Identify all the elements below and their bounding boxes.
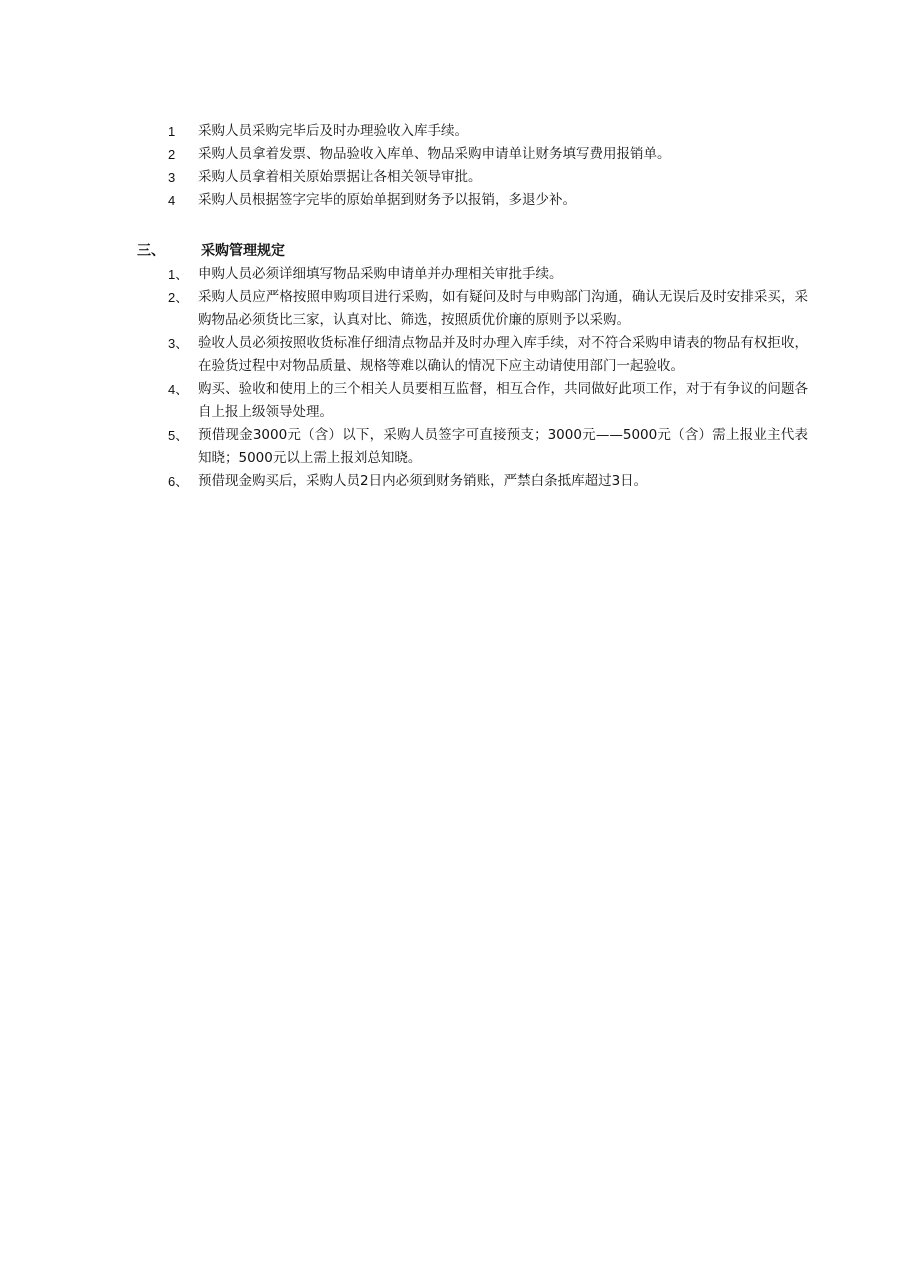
- list-item-text: 预借现金3000元（含）以下，采购人员签字可直接预支；3000元——5000元（含）需上报业主代表知晓；5000元以上需上报刘总知晓。: [198, 427, 808, 466]
- list-item: [168, 120, 808, 143]
- section-title: 采购管理规定: [201, 243, 285, 259]
- list-item-text: 采购人员拿着相关原始票据让各相关领导审批。: [198, 169, 482, 185]
- list-item-text: 采购人员应严格按照申购项目进行采购，如有疑问及时与申购部门沟通，确认无误后及时安排采买，采购物品必须货比三家，认真对比、筛选，按照质优价廉的原则予以采购。: [198, 289, 808, 328]
- section-heading: [137, 240, 285, 263]
- list-item: [168, 424, 808, 470]
- list-item-number: 4、: [168, 382, 189, 397]
- list-item: [168, 263, 808, 286]
- list-item-text: 验收人员必须按照收货标准仔细清点物品并及时办理入库手续，对不符合采购申请表的物品有权拒收，在验货过程中对物品质量、规格等难以确认的情况下应主动请使用部门一起验收。: [198, 335, 808, 374]
- list-item-text: 采购人员拿着发票、物品验收入库单、物品采购申请单让财务填写费用报销单。: [198, 146, 671, 162]
- management-rules-list: [168, 263, 808, 493]
- list-item-text: 采购人员采购完毕后及时办理验收入库手续。: [198, 123, 468, 139]
- list-item: [168, 332, 808, 378]
- list-item: [168, 286, 808, 332]
- list-item-number: 1: [168, 124, 176, 139]
- list-item-number: 4: [168, 193, 176, 208]
- list-item: [168, 378, 808, 424]
- list-item-number: 2: [168, 147, 176, 162]
- list-item: [168, 143, 808, 166]
- list-item-number: 1、: [168, 267, 189, 282]
- list-item-number: 6、: [168, 474, 189, 489]
- list-item-text: 申购人员必须详细填写物品采购申请单并办理相关审批手续。: [198, 266, 563, 282]
- list-item-number: 3: [168, 170, 176, 185]
- list-item-text: 购买、验收和使用上的三个相关人员要相互监督，相互合作，共同做好此项工作，对于有争议的问题各自上报上级领导处理。: [198, 381, 808, 420]
- section-number: 三、: [137, 243, 165, 259]
- list-item: [168, 189, 808, 212]
- list-item-number: 5、: [168, 428, 189, 443]
- procedure-steps-list: [168, 120, 808, 212]
- list-item: [168, 470, 808, 493]
- list-item-number: 3、: [168, 336, 189, 351]
- list-item-text: 采购人员根据签字完毕的原始单据到财务予以报销，多退少补。: [198, 192, 576, 208]
- list-item: [168, 166, 808, 189]
- list-item-number: 2、: [168, 290, 189, 305]
- list-item-text: 预借现金购买后，采购人员2日内必须到财务销账，严禁白条抵库超过3日。: [198, 473, 648, 489]
